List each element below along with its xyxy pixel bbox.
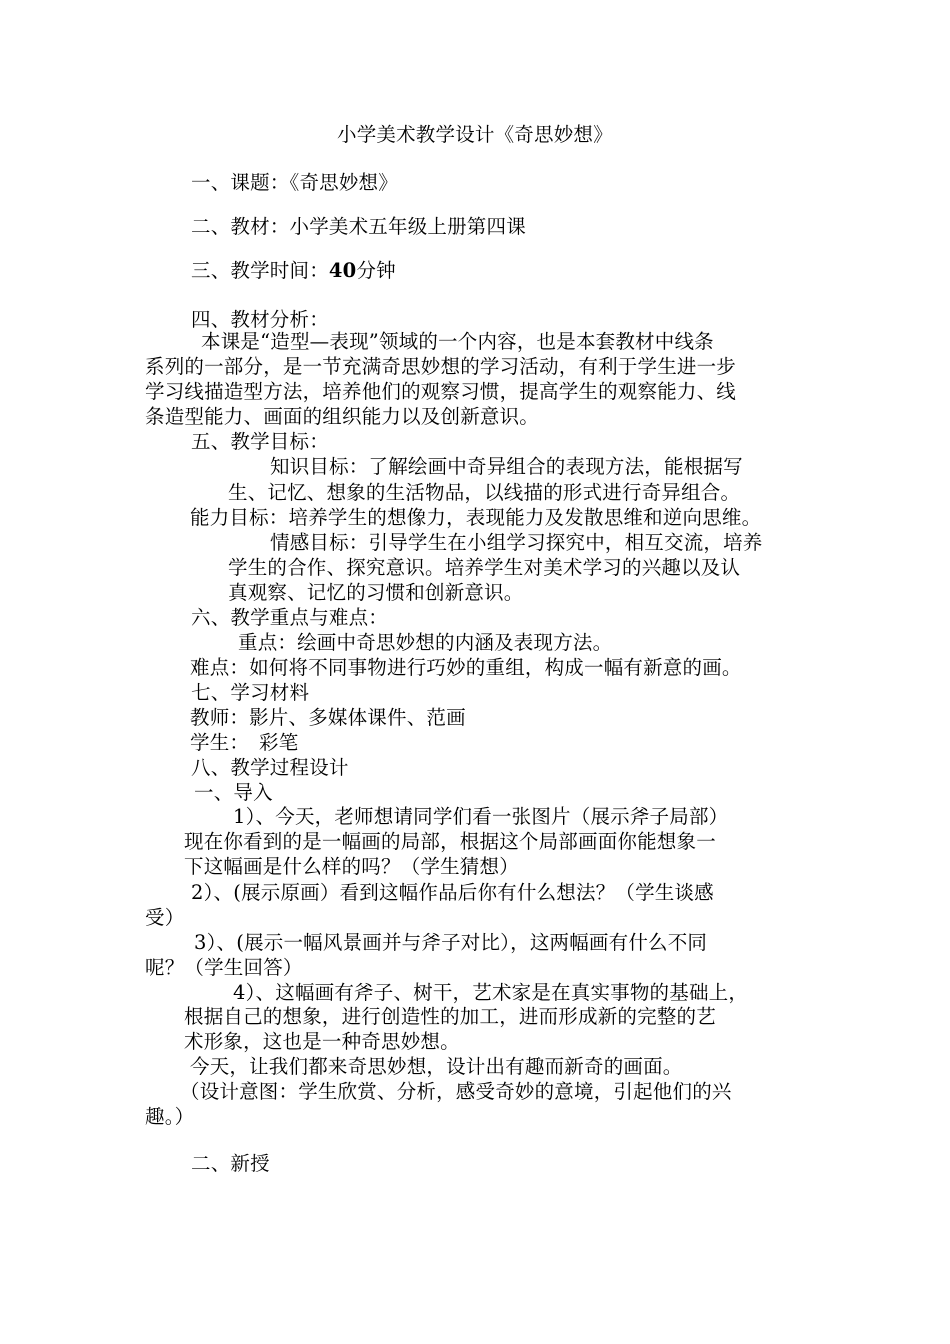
- key-heading: 六、教学重点与难点：: [191, 606, 389, 629]
- step2-line-2: 受）: [145, 906, 185, 929]
- goal-emotion-line-2: 学生的合作、探究意识。培养学生对美术学习的兴趣以及认: [228, 556, 741, 579]
- analysis-heading: 四、教材分析：: [191, 308, 329, 331]
- today-line: 今天，让我们都来奇思妙想，设计出有趣而新奇的画面。: [190, 1055, 683, 1078]
- materials-teacher-line: 教师：影片、多媒体课件、范画: [190, 706, 466, 729]
- goal-emotion-line-1: 情感目标：引导学生在小组学习探究中，相互交流，培养: [270, 531, 763, 554]
- difficulty-line: 难点：如何将不同事物进行巧妙的重组，构成一幅有新意的画。: [190, 656, 742, 679]
- goal-knowledge-line-2: 生、记忆、想象的生活物品，以线描的形式进行奇异组合。: [228, 481, 741, 504]
- new-lesson-heading: 二、新授: [191, 1152, 270, 1175]
- step3-line-2: 呢？（学生回答）: [145, 956, 303, 979]
- step4-line-3: 术形象，这也是一种奇思妙想。: [184, 1030, 460, 1053]
- step4-line-1: 4）、这幅画有斧子、树干，艺术家是在真实事物的基础上，: [233, 981, 749, 1004]
- goals-heading: 五、教学目标：: [191, 430, 329, 453]
- time-line: [191, 258, 396, 284]
- material-line: 二、教材：小学美术五年级上册第四课: [191, 215, 526, 238]
- analysis-line-2: 系列的一部分，是一节充满奇思妙想的学习活动，有利于学生进一步: [145, 355, 737, 378]
- materials-student-line: 学生： 彩笔: [190, 731, 299, 754]
- topic-line: 一、课题：《奇思妙想》: [191, 171, 398, 194]
- intent-line-1: （设计意图：学生欣赏、分析，感受奇妙的意境，引起他们的兴: [180, 1080, 732, 1103]
- step1-line-3: 下这幅画是什么样的吗？（学生猜想）: [184, 855, 519, 878]
- time-value: 40: [328, 259, 357, 282]
- step1-line-1: 1）、今天，老师想请同学们看一张图片（展示斧子局部）: [233, 805, 729, 828]
- key-point-line: 重点：绘画中奇思妙想的内涵及表现方法。: [238, 631, 613, 654]
- analysis-line-1: 本课是“造型—表现”领域的一个内容，也是本套教材中线条: [201, 330, 714, 353]
- step2-line-1: 2）、(展示原画）看到这幅作品后你有什么想法？（学生谈感: [191, 881, 714, 904]
- intent-line-2: 趣。）: [145, 1105, 195, 1128]
- process-heading: 八、教学过程设计: [191, 756, 349, 779]
- goal-ability-line: 能力目标：培养学生的想像力，表现能力及发散思维和逆向思维。: [190, 506, 762, 529]
- analysis-line-3: 学习线描造型方法，培养他们的观察习惯，提高学生的观察能力、线: [145, 380, 737, 403]
- time-unit: 分钟: [356, 259, 396, 282]
- analysis-line-4: 条造型能力、画面的组织能力以及创新意识。: [145, 405, 540, 428]
- materials-heading: 七、学习材料: [191, 681, 310, 704]
- step3-line-1: 3）、(展示一幅风景画并与斧子对比），这两幅画有什么不同: [194, 931, 708, 954]
- step1-line-2: 现在你看到的是一幅画的局部，根据这个局部画面你能想象一: [184, 830, 716, 853]
- goal-emotion-line-3: 真观察、记忆的习惯和创新意识。: [228, 581, 524, 604]
- goal-knowledge-line-1: 知识目标：了解绘画中奇异组合的表现方法，能根据写: [270, 455, 743, 478]
- intro-heading: 一、导入: [194, 781, 273, 804]
- step4-line-2: 根据自己的想象，进行创造性的加工，进而形成新的完整的艺: [184, 1005, 716, 1028]
- document-title: 小学美术教学设计《奇思妙想》: [337, 123, 613, 146]
- time-label: 三、教学时间：: [191, 259, 329, 282]
